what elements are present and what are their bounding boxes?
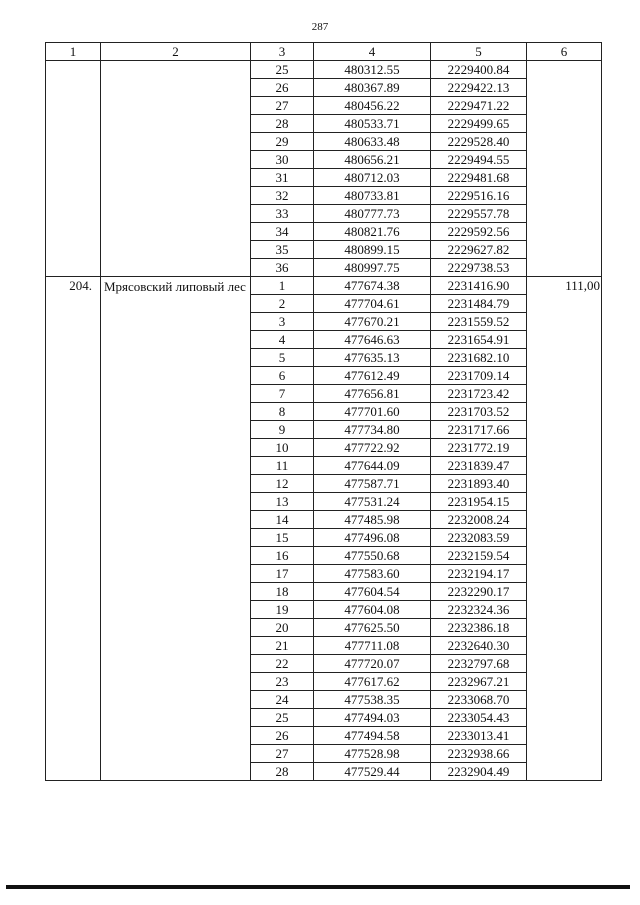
x-coordinate-cell: 477711.08 bbox=[314, 637, 431, 655]
x-coordinate-cell: 480656.21 bbox=[314, 151, 431, 169]
point-number-cell: 19 bbox=[251, 601, 314, 619]
y-coordinate-cell: 2231893.40 bbox=[431, 475, 527, 493]
point-number-cell: 18 bbox=[251, 583, 314, 601]
y-coordinate-cell: 2231717.66 bbox=[431, 421, 527, 439]
point-number-cell: 22 bbox=[251, 655, 314, 673]
x-coordinate-cell: 477583.60 bbox=[314, 565, 431, 583]
header-col-1: 1 bbox=[46, 43, 101, 61]
y-coordinate-cell: 2232967.21 bbox=[431, 673, 527, 691]
x-coordinate-cell: 480997.75 bbox=[314, 259, 431, 277]
point-number-cell: 21 bbox=[251, 637, 314, 655]
point-number-cell: 23 bbox=[251, 673, 314, 691]
x-coordinate-cell: 477625.50 bbox=[314, 619, 431, 637]
point-number-cell: 25 bbox=[251, 61, 314, 79]
point-number-cell: 15 bbox=[251, 529, 314, 547]
y-coordinate-cell: 2231709.14 bbox=[431, 367, 527, 385]
point-number-cell: 33 bbox=[251, 205, 314, 223]
x-coordinate-cell: 477494.58 bbox=[314, 727, 431, 745]
x-coordinate-cell: 480533.71 bbox=[314, 115, 431, 133]
point-number-cell: 32 bbox=[251, 187, 314, 205]
point-number-cell: 28 bbox=[251, 115, 314, 133]
header-col-5: 5 bbox=[431, 43, 527, 61]
table-body bbox=[46, 61, 602, 781]
bottom-rule bbox=[6, 885, 630, 889]
y-coordinate-cell: 2233068.70 bbox=[431, 691, 527, 709]
x-coordinate-cell: 477604.54 bbox=[314, 583, 431, 601]
y-coordinate-cell: 2231772.19 bbox=[431, 439, 527, 457]
y-coordinate-cell: 2231559.52 bbox=[431, 313, 527, 331]
y-coordinate-cell: 2231484.79 bbox=[431, 295, 527, 313]
x-coordinate-cell: 477646.63 bbox=[314, 331, 431, 349]
x-coordinate-cell: 477644.09 bbox=[314, 457, 431, 475]
header-col-3: 3 bbox=[251, 43, 314, 61]
x-coordinate-cell: 480367.89 bbox=[314, 79, 431, 97]
x-coordinate-cell: 477587.71 bbox=[314, 475, 431, 493]
x-coordinate-cell: 477531.24 bbox=[314, 493, 431, 511]
point-number-cell: 30 bbox=[251, 151, 314, 169]
object-number bbox=[46, 61, 101, 277]
y-coordinate-cell: 2232797.68 bbox=[431, 655, 527, 673]
y-coordinate-cell: 2229481.68 bbox=[431, 169, 527, 187]
x-coordinate-cell: 480312.55 bbox=[314, 61, 431, 79]
point-number-cell: 2 bbox=[251, 295, 314, 313]
point-number-cell: 31 bbox=[251, 169, 314, 187]
point-number-cell: 10 bbox=[251, 439, 314, 457]
x-coordinate-cell: 477635.13 bbox=[314, 349, 431, 367]
point-number-cell: 24 bbox=[251, 691, 314, 709]
x-coordinate-cell: 480456.22 bbox=[314, 97, 431, 115]
x-coordinate-cell: 477538.35 bbox=[314, 691, 431, 709]
y-coordinate-cell: 2232938.66 bbox=[431, 745, 527, 763]
x-coordinate-cell: 477722.92 bbox=[314, 439, 431, 457]
page-number: 287 bbox=[311, 21, 329, 33]
x-coordinate-cell: 477496.08 bbox=[314, 529, 431, 547]
y-coordinate-cell: 2229557.78 bbox=[431, 205, 527, 223]
point-number-cell: 26 bbox=[251, 727, 314, 745]
x-coordinate-cell: 477670.21 bbox=[314, 313, 431, 331]
point-number-cell: 11 bbox=[251, 457, 314, 475]
table-row bbox=[46, 61, 602, 79]
area-cell: 111,00 bbox=[527, 277, 602, 781]
y-coordinate-cell: 2232159.54 bbox=[431, 547, 527, 565]
point-number-cell: 29 bbox=[251, 133, 314, 151]
point-number-cell: 13 bbox=[251, 493, 314, 511]
x-coordinate-cell: 477720.07 bbox=[314, 655, 431, 673]
point-number-cell: 7 bbox=[251, 385, 314, 403]
x-coordinate-cell: 480899.15 bbox=[314, 241, 431, 259]
x-coordinate-cell: 477656.81 bbox=[314, 385, 431, 403]
x-coordinate-cell: 477550.68 bbox=[314, 547, 431, 565]
point-number-cell: 27 bbox=[251, 97, 314, 115]
x-coordinate-cell: 477612.49 bbox=[314, 367, 431, 385]
point-number-cell: 12 bbox=[251, 475, 314, 493]
point-number-cell: 4 bbox=[251, 331, 314, 349]
y-coordinate-cell: 2229627.82 bbox=[431, 241, 527, 259]
x-coordinate-cell: 477704.61 bbox=[314, 295, 431, 313]
object-number: 204. bbox=[46, 277, 101, 781]
coordinates-table bbox=[45, 42, 602, 781]
y-coordinate-cell: 2229592.56 bbox=[431, 223, 527, 241]
y-coordinate-cell: 2229499.65 bbox=[431, 115, 527, 133]
x-coordinate-cell: 477734.80 bbox=[314, 421, 431, 439]
y-coordinate-cell: 2229422.13 bbox=[431, 79, 527, 97]
point-number-cell: 20 bbox=[251, 619, 314, 637]
y-coordinate-cell: 2231416.90 bbox=[431, 277, 527, 295]
x-coordinate-cell: 477674.38 bbox=[314, 277, 431, 295]
y-coordinate-cell: 2232640.30 bbox=[431, 637, 527, 655]
point-number-cell: 25 bbox=[251, 709, 314, 727]
point-number-cell: 26 bbox=[251, 79, 314, 97]
point-number-cell: 27 bbox=[251, 745, 314, 763]
y-coordinate-cell: 2231954.15 bbox=[431, 493, 527, 511]
y-coordinate-cell: 2229738.53 bbox=[431, 259, 527, 277]
header-row bbox=[46, 43, 602, 61]
y-coordinate-cell: 2229471.22 bbox=[431, 97, 527, 115]
x-coordinate-cell: 480777.73 bbox=[314, 205, 431, 223]
y-coordinate-cell: 2232324.36 bbox=[431, 601, 527, 619]
header-col-4: 4 bbox=[314, 43, 431, 61]
y-coordinate-cell: 2233054.43 bbox=[431, 709, 527, 727]
header-col-2: 2 bbox=[101, 43, 251, 61]
y-coordinate-cell: 2231682.10 bbox=[431, 349, 527, 367]
point-number-cell: 16 bbox=[251, 547, 314, 565]
y-coordinate-cell: 2232008.24 bbox=[431, 511, 527, 529]
y-coordinate-cell: 2232290.17 bbox=[431, 583, 527, 601]
x-coordinate-cell: 480633.48 bbox=[314, 133, 431, 151]
point-number-cell: 28 bbox=[251, 763, 314, 781]
point-number-cell: 17 bbox=[251, 565, 314, 583]
x-coordinate-cell: 477617.62 bbox=[314, 673, 431, 691]
y-coordinate-cell: 2231723.42 bbox=[431, 385, 527, 403]
y-coordinate-cell: 2229494.55 bbox=[431, 151, 527, 169]
point-number-cell: 14 bbox=[251, 511, 314, 529]
x-coordinate-cell: 480821.76 bbox=[314, 223, 431, 241]
y-coordinate-cell: 2231703.52 bbox=[431, 403, 527, 421]
y-coordinate-cell: 2229528.40 bbox=[431, 133, 527, 151]
point-number-cell: 6 bbox=[251, 367, 314, 385]
y-coordinate-cell: 2231839.47 bbox=[431, 457, 527, 475]
x-coordinate-cell: 477485.98 bbox=[314, 511, 431, 529]
y-coordinate-cell: 2229400.84 bbox=[431, 61, 527, 79]
point-number-cell: 5 bbox=[251, 349, 314, 367]
x-coordinate-cell: 477604.08 bbox=[314, 601, 431, 619]
x-coordinate-cell: 480733.81 bbox=[314, 187, 431, 205]
y-coordinate-cell: 2232194.17 bbox=[431, 565, 527, 583]
area-cell bbox=[527, 61, 602, 277]
y-coordinate-cell: 2232083.59 bbox=[431, 529, 527, 547]
point-number-cell: 35 bbox=[251, 241, 314, 259]
point-number-cell: 36 bbox=[251, 259, 314, 277]
x-coordinate-cell: 477528.98 bbox=[314, 745, 431, 763]
x-coordinate-cell: 477701.60 bbox=[314, 403, 431, 421]
table-row bbox=[46, 277, 602, 295]
object-name bbox=[101, 61, 251, 277]
point-number-cell: 34 bbox=[251, 223, 314, 241]
point-number-cell: 1 bbox=[251, 277, 314, 295]
y-coordinate-cell: 2233013.41 bbox=[431, 727, 527, 745]
object-name: Мрясовский липовый лес bbox=[101, 277, 251, 781]
x-coordinate-cell: 480712.03 bbox=[314, 169, 431, 187]
point-number-cell: 3 bbox=[251, 313, 314, 331]
y-coordinate-cell: 2229516.16 bbox=[431, 187, 527, 205]
y-coordinate-cell: 2231654.91 bbox=[431, 331, 527, 349]
y-coordinate-cell: 2232386.18 bbox=[431, 619, 527, 637]
y-coordinate-cell: 2232904.49 bbox=[431, 763, 527, 781]
header-col-6: 6 bbox=[527, 43, 602, 61]
point-number-cell: 8 bbox=[251, 403, 314, 421]
point-number-cell: 9 bbox=[251, 421, 314, 439]
x-coordinate-cell: 477494.03 bbox=[314, 709, 431, 727]
x-coordinate-cell: 477529.44 bbox=[314, 763, 431, 781]
